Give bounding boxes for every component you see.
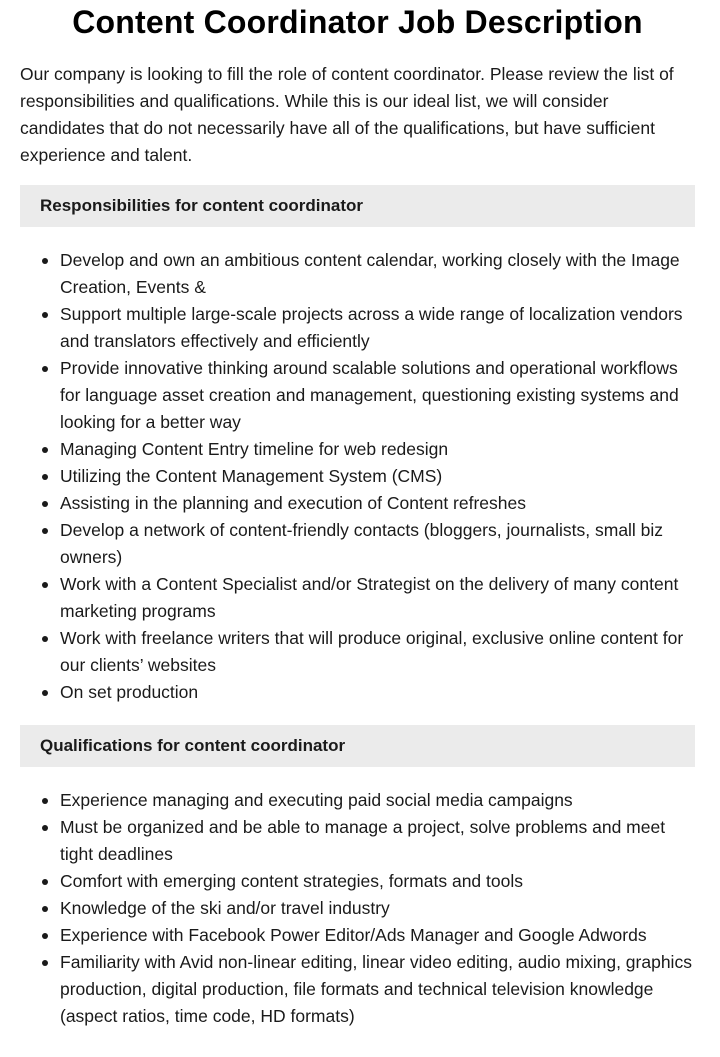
list-item-text: Managing Content Entry timeline for web redesign <box>60 439 449 459</box>
list-item <box>20 922 695 949</box>
responsibilities-list <box>20 247 695 706</box>
list-item <box>20 868 695 895</box>
list-item <box>20 490 695 517</box>
list-item <box>20 625 695 679</box>
page-title: Content Coordinator Job Description <box>72 4 643 40</box>
list-item <box>20 814 695 868</box>
list-item-text: Develop and own an ambitious content calendar, working closely with the Image Creation, Events & <box>60 250 680 297</box>
list-item-text: On set production <box>60 682 199 702</box>
list-item-text: Work with freelance writers that will produce original, exclusive online content for our clients’ websites <box>60 628 684 675</box>
list-item-text: Work with a Content Specialist and/or Strategist on the delivery of many content marketing programs <box>60 574 679 621</box>
list-item-text: Knowledge of the ski and/or travel industry <box>60 898 390 918</box>
list-item <box>20 436 695 463</box>
qualifications-heading: Qualifications for content coordinator <box>20 725 695 767</box>
list-item-text: Experience managing and executing paid social media campaigns <box>60 790 573 810</box>
list-item-text: Must be organized and be able to manage a project, solve problems and meet tight deadlines <box>60 817 666 864</box>
list-item-text: Familiarity with Avid non-linear editing, linear video editing, audio mixing, graphics production, digital production, file formats and technical television knowledge (aspect ratios, time code, HD formats) <box>60 952 692 1026</box>
bullet-icon <box>42 690 48 696</box>
list-item-text: Develop a network of content-friendly contacts (bloggers, journalists, small biz owners) <box>60 520 664 567</box>
list-item-text: Experience with Facebook Power Editor/Ads Manager and Google Adwords <box>60 925 647 945</box>
list-item <box>20 949 695 1030</box>
list-item <box>20 895 695 922</box>
list-item-text: Assisting in the planning and execution of Content refreshes <box>60 493 526 513</box>
bullet-icon <box>42 636 48 642</box>
intro-paragraph: Our company is looking to fill the role of content coordinator. Please review the list of responsibilities and qualifications. While this is our ideal list, we will consider candidates that do not necessarily have all of the qualifications, but have sufficient experience and talent. <box>20 64 674 165</box>
list-item <box>20 571 695 625</box>
bullet-icon <box>42 879 48 885</box>
bullet-icon <box>42 798 48 804</box>
list-item-text: Support multiple large-scale projects across a wide range of localization vendors and translators effectively and efficiently <box>60 304 683 351</box>
list-item <box>20 787 695 814</box>
bullet-icon <box>42 933 48 939</box>
bullet-icon <box>42 582 48 588</box>
bullet-icon <box>42 906 48 912</box>
list-item-text: Provide innovative thinking around scalable solutions and operational workflows for language asset creation and management, questioning existing systems and looking for a better way <box>60 358 679 432</box>
list-item <box>20 301 695 355</box>
bullet-icon <box>42 366 48 372</box>
list-item-text: Utilizing the Content Management System (CMS) <box>60 466 443 486</box>
list-item <box>20 679 695 706</box>
list-item-text: Comfort with emerging content strategies, formats and tools <box>60 871 523 891</box>
responsibilities-heading: Responsibilities for content coordinator <box>20 185 695 227</box>
bullet-icon <box>42 825 48 831</box>
list-item <box>20 517 695 571</box>
bullet-icon <box>42 312 48 318</box>
list-item <box>20 463 695 490</box>
bullet-icon <box>42 258 48 264</box>
bullet-icon <box>42 501 48 507</box>
bullet-icon <box>42 528 48 534</box>
bullet-icon <box>42 474 48 480</box>
bullet-icon <box>42 447 48 453</box>
qualifications-list <box>20 787 695 1030</box>
list-item <box>20 247 695 301</box>
bullet-icon <box>42 960 48 966</box>
list-item <box>20 355 695 436</box>
